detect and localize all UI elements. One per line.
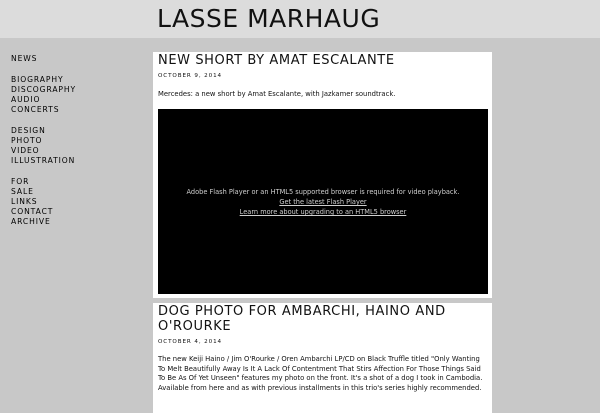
nav-group-music: [11, 75, 141, 115]
post-body: Mercedes: a new short by Amat Escalante, with Jazkamer soundtrack.: [158, 90, 396, 98]
video-fallback-message: [158, 187, 488, 217]
nav-group-news: [11, 54, 141, 64]
nav-concerts[interactable]: CONCERTS: [11, 105, 60, 114]
nav-biography[interactable]: BIOGRAPHY: [11, 75, 64, 84]
flash-required-text: Adobe Flash Player or an HTML5 supported browser is required for video playback.: [186, 188, 460, 196]
site-header: [0, 0, 600, 38]
nav-links[interactable]: LINKS: [11, 197, 38, 206]
post-new-short: [153, 52, 492, 298]
post-dog-photo: [153, 303, 492, 413]
nav-news[interactable]: NEWS: [11, 54, 38, 63]
get-flash-link[interactable]: Get the latest Flash Player: [279, 198, 367, 206]
post-date: OCTOBER 4, 2014: [158, 339, 223, 345]
nav-sale[interactable]: SALE: [11, 187, 34, 196]
site-title-link[interactable]: LASSE MARHAUG: [157, 4, 381, 33]
nav-audio[interactable]: AUDIO: [11, 95, 41, 104]
nav-group-visual: [11, 126, 141, 166]
post-date: OCTOBER 9, 2014: [158, 73, 223, 79]
nav-design[interactable]: DESIGN: [11, 126, 46, 135]
html5-upgrade-link[interactable]: Learn more about upgrading to an HTML5 browser: [239, 208, 407, 216]
post-title[interactable]: DOG PHOTO FOR AMBARCHI, HAINO AND O'ROURKE: [158, 304, 446, 334]
video-player[interactable]: [158, 109, 488, 294]
nav-discography[interactable]: DISCOGRAPHY: [11, 85, 77, 94]
post-title[interactable]: NEW SHORT BY AMAT ESCALANTE: [158, 53, 395, 68]
sidebar-nav: [11, 54, 141, 238]
nav-illustration[interactable]: ILLUSTRATION: [11, 156, 76, 165]
nav-photo[interactable]: PHOTO: [11, 136, 43, 145]
nav-group-other: [11, 177, 141, 227]
post-body: The new Keiji Haino / Jim O'Rourke / Oren Ambarchi LP/CD on Black Truffle titled "Only Wanting To Melt Beautifully Away Is It A Lack Of Contentment That Stirs Affection For Those Things Said To Be As Of Yet Unseen" features my photo on the front. It's a shot of a dog I took in Cambodia. Available from here and as with previous installments in this trio's series highly recommended.: [158, 355, 483, 392]
nav-video[interactable]: VIDEO: [11, 146, 40, 155]
nav-archive[interactable]: ARCHIVE: [11, 217, 51, 226]
nav-contact[interactable]: CONTACT: [11, 207, 54, 216]
nav-for[interactable]: FOR: [11, 177, 30, 186]
